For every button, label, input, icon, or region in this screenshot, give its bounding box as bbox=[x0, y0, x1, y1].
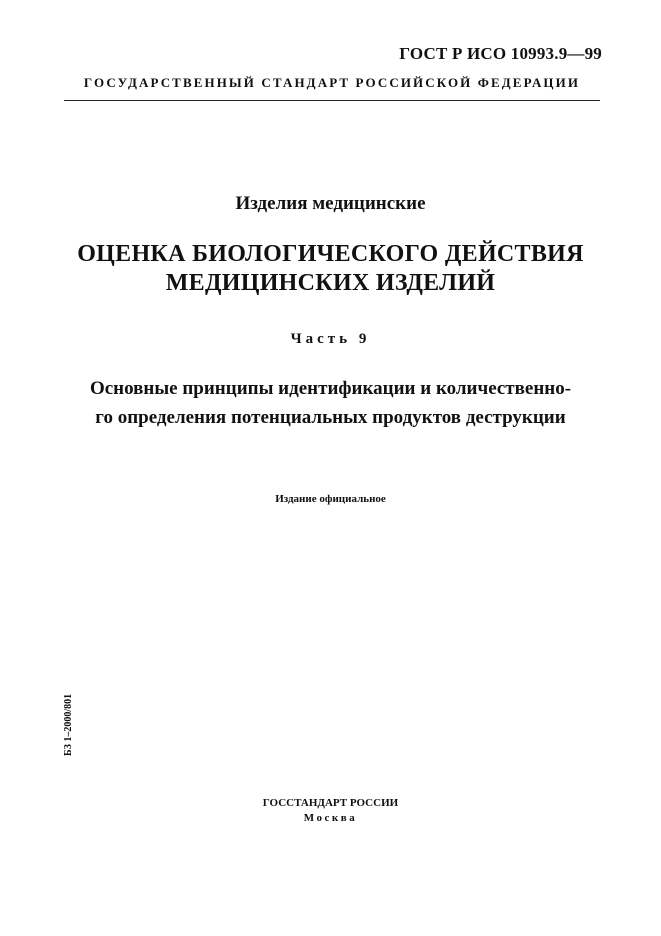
main-title bbox=[0, 240, 661, 298]
subtitle-line-1: Основные принципы идентификации и количественно- bbox=[89, 378, 572, 399]
edition-note: Издание официальное bbox=[275, 493, 386, 505]
main-title-line-2: МЕДИЦИНСКИХ ИЗДЕЛИЙ bbox=[165, 270, 496, 296]
part-label: Часть 9 bbox=[290, 331, 371, 347]
publisher-block bbox=[0, 796, 661, 826]
main-title-line-1: ОЦЕНКА БИОЛОГИЧЕСКОГО ДЕЙСТВИЯ bbox=[77, 241, 584, 267]
publisher-name: ГОССТАНДАРТ РОССИИ bbox=[262, 797, 399, 809]
publisher-city: Москва bbox=[303, 812, 358, 824]
subtitle bbox=[0, 374, 661, 432]
gost-number: ГОСТ Р ИСО 10993.9—99 bbox=[399, 44, 602, 63]
side-code: БЗ 1–2000/801 bbox=[63, 693, 74, 756]
product-group: Изделия медицинские bbox=[235, 193, 426, 214]
standard-type-header: ГОСУДАРСТВЕННЫЙ СТАНДАРТ РОССИЙСКОЙ ФЕДЕРАЦИИ bbox=[83, 75, 581, 90]
subtitle-line-2: го определения потенциальных продуктов деструкции bbox=[95, 407, 566, 428]
header-rule bbox=[64, 100, 600, 101]
